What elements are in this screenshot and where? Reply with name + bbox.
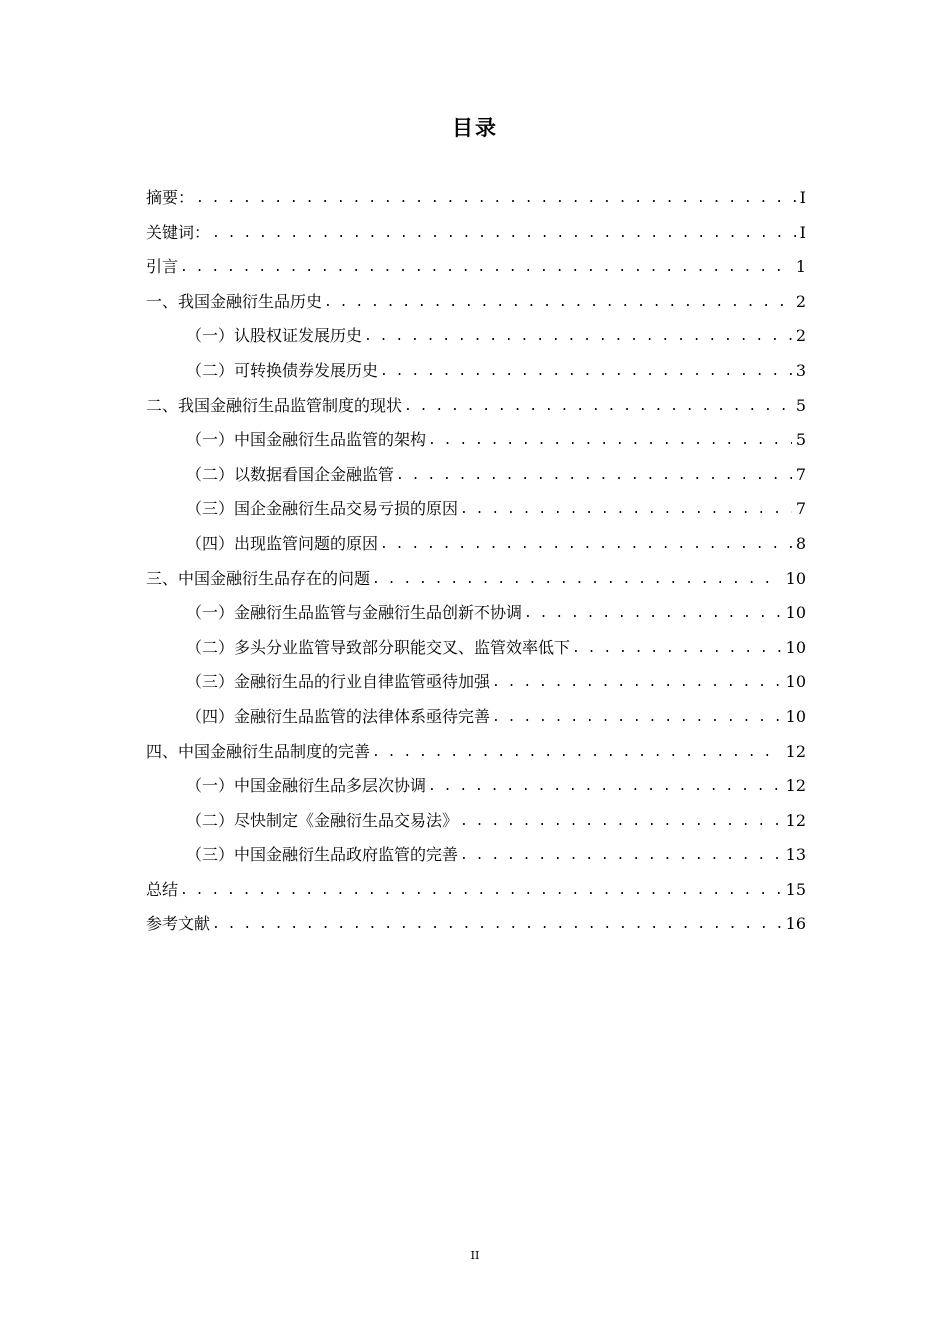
toc-entry[interactable]	[146, 804, 806, 839]
toc-dot-leader	[180, 874, 782, 909]
toc-entry-label: 四、中国金融衍生品制度的完善	[146, 741, 371, 761]
toc-entry[interactable]	[146, 838, 806, 873]
toc-entry-label: 关键词：	[146, 222, 211, 242]
toc-entry[interactable]	[146, 665, 806, 700]
toc-dot-leader	[212, 908, 782, 943]
toc-dot-leader	[380, 355, 792, 390]
toc-entry[interactable]	[146, 700, 806, 735]
toc-entry[interactable]	[146, 562, 806, 597]
toc-dot-leader	[524, 597, 782, 632]
toc-entry[interactable]	[146, 423, 806, 458]
toc-entry-page: I	[799, 188, 806, 207]
toc-dot-leader	[212, 217, 796, 252]
toc-dot-leader	[572, 632, 782, 667]
toc-entry-page: 8	[795, 533, 806, 553]
table-of-contents	[146, 181, 806, 942]
toc-entry-page: I	[799, 222, 806, 242]
toc-entry-label: 引言	[146, 257, 179, 277]
toc-entry[interactable]	[146, 907, 806, 942]
toc-entry[interactable]	[146, 735, 806, 770]
toc-entry[interactable]	[146, 873, 806, 908]
toc-dot-leader	[372, 563, 782, 598]
toc-dot-leader	[428, 424, 792, 459]
toc-entry[interactable]	[146, 285, 806, 320]
toc-entry-label: （一）中国金融衍生品监管的架构	[186, 430, 427, 450]
toc-entry-label: （三）金融衍生品的行业自律监管亟待加强	[186, 672, 491, 692]
toc-dot-leader	[380, 528, 792, 563]
toc-dot-leader	[404, 390, 792, 425]
toc-entry-label: 二、我国金融衍生品监管制度的现状	[146, 395, 403, 415]
toc-entry-page: 16	[785, 914, 806, 934]
toc-entry-label: （四）金融衍生品监管的法律体系亟待完善	[186, 706, 491, 726]
toc-entry-page: 12	[785, 741, 806, 761]
toc-entry-page: 15	[785, 879, 806, 899]
toc-entry[interactable]	[146, 631, 806, 666]
toc-entry-label: （三）中国金融衍生品政府监管的完善	[186, 845, 459, 865]
toc-entry-page: 12	[785, 810, 806, 830]
toc-entry-label: 三、中国金融衍生品存在的问题	[146, 568, 371, 588]
toc-dot-leader	[492, 666, 782, 701]
toc-entry-page: 10	[785, 568, 806, 588]
toc-dot-leader	[460, 805, 782, 840]
toc-entry[interactable]	[146, 769, 806, 804]
toc-entry-label: （二）可转换债券发展历史	[186, 360, 379, 380]
toc-entry-page: 7	[795, 464, 806, 484]
page-number: II	[470, 1249, 480, 1262]
toc-entry[interactable]	[146, 527, 806, 562]
toc-entry[interactable]	[146, 216, 806, 251]
toc-entry-label: （一）金融衍生品监管与金融衍生品创新不协调	[186, 603, 523, 623]
toc-entry-page: 12	[785, 776, 806, 796]
toc-entry-page: 10	[785, 603, 806, 623]
toc-entry[interactable]	[146, 354, 806, 389]
toc-entry[interactable]	[146, 389, 806, 424]
toc-entry-label: （一）认股权证发展历史	[186, 326, 363, 346]
toc-entry[interactable]	[146, 458, 806, 493]
toc-dot-leader	[180, 251, 792, 286]
toc-entry[interactable]	[146, 250, 806, 285]
toc-entry-label: （二）多头分业监管导致部分职能交叉、监管效率低下	[186, 637, 571, 657]
page-title: 目录	[452, 116, 498, 140]
toc-entry-label: 摘要：	[146, 188, 195, 207]
toc-dot-leader	[364, 320, 792, 355]
toc-entry-page: 10	[785, 706, 806, 726]
toc-entry[interactable]	[146, 492, 806, 527]
toc-entry-page: 3	[795, 360, 806, 380]
toc-dot-leader	[196, 182, 796, 217]
toc-entry[interactable]	[146, 181, 806, 216]
toc-entry[interactable]	[146, 319, 806, 354]
toc-entry-page: 7	[795, 499, 806, 519]
toc-dot-leader	[396, 459, 792, 494]
toc-entry-page: 5	[795, 395, 806, 415]
toc-entry-label: 总结	[146, 879, 179, 899]
toc-entry-label: （二）尽快制定《金融衍生品交易法》	[186, 810, 459, 830]
toc-dot-leader	[492, 701, 782, 736]
toc-dot-leader	[324, 286, 792, 321]
toc-entry[interactable]	[146, 596, 806, 631]
toc-dot-leader	[460, 839, 782, 874]
toc-dot-leader	[460, 493, 792, 528]
toc-entry-label: 一、我国金融衍生品历史	[146, 291, 323, 311]
toc-entry-page: 10	[785, 637, 806, 657]
toc-entry-page: 5	[795, 430, 806, 450]
toc-entry-label: 参考文献	[146, 914, 211, 934]
toc-entry-page: 1	[795, 257, 806, 277]
toc-dot-leader	[428, 770, 782, 805]
toc-entry-page: 13	[785, 845, 806, 865]
toc-dot-leader	[372, 736, 782, 771]
toc-entry-page: 2	[795, 326, 806, 346]
toc-entry-page: 10	[785, 672, 806, 692]
toc-entry-label: （四）出现监管问题的原因	[186, 533, 379, 553]
toc-entry-label: （二）以数据看国企金融监管	[186, 464, 395, 484]
toc-entry-page: 2	[795, 291, 806, 311]
toc-entry-label: （一）中国金融衍生品多层次协调	[186, 776, 427, 796]
toc-entry-label: （三）国企金融衍生品交易亏损的原因	[186, 499, 459, 519]
